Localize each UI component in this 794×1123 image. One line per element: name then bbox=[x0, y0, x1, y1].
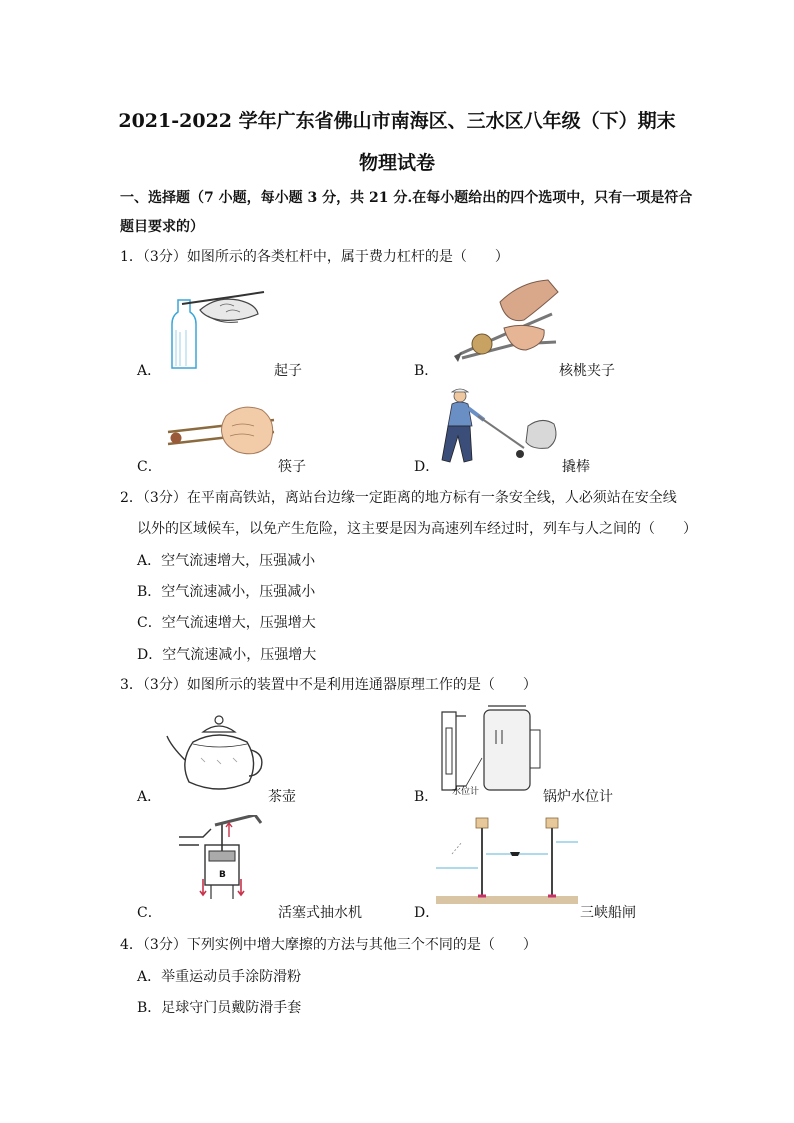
section-header-line1: 一、选择题（7 小题，每小题 3 分，共 21 分.在每小题给出的四个选项中，只有一项是符合 bbox=[120, 190, 693, 206]
ship-lock-icon bbox=[436, 812, 578, 904]
teapot-icon bbox=[165, 710, 267, 798]
nutcracker-icon bbox=[440, 272, 560, 368]
question-1-stem: 1．（3分）如图所示的各类杠杆中，属于费力杠杆的是（ ） bbox=[120, 249, 509, 265]
q1-option-a-letter: A． bbox=[137, 363, 162, 379]
q3-option-d-letter: D． bbox=[414, 905, 440, 921]
q1-option-b-letter: B． bbox=[414, 363, 439, 379]
bottle-opener-icon bbox=[160, 282, 270, 370]
q1-option-d-caption: 撬棒 bbox=[562, 459, 590, 475]
exam-title-line2: 物理试卷 bbox=[358, 152, 435, 174]
q3-option-d-caption: 三峡船闸 bbox=[580, 905, 636, 921]
q3-option-b-caption: 锅炉水位计 bbox=[543, 789, 613, 805]
boiler-gauge-label: 水位计 bbox=[452, 787, 480, 797]
section-header-line2: 题目要求的） bbox=[120, 219, 204, 235]
question-2-stem-line2: 以外的区域候车，以免产生危险，这主要是因为高速列车经过时，列车与人之间的（ ） bbox=[137, 521, 697, 537]
q4-option-b: B．足球守门员戴防滑手套 bbox=[137, 1000, 302, 1016]
piston-pump-icon bbox=[175, 815, 269, 901]
q1-option-d-letter: D． bbox=[414, 459, 440, 475]
q3-option-a-letter: A． bbox=[137, 789, 162, 805]
question-2-stem-line1: 2．（3分）在平南高铁站，离站台边缘一定距离的地方标有一条安全线，人必须站在安全线 bbox=[120, 490, 677, 506]
piston-pump-label: B bbox=[219, 870, 226, 880]
crowbar-worker-icon bbox=[438, 386, 562, 466]
q4-option-a: A．举重运动员手涂防滑粉 bbox=[137, 969, 302, 985]
question-3-stem: 3．（3分）如图所示的装置中不是利用连通器原理工作的是（ ） bbox=[120, 677, 537, 693]
question-4-stem: 4．（3分）下列实例中增大摩擦的方法与其他三个不同的是（ ） bbox=[120, 937, 537, 953]
q2-option-a: A．空气流速增大，压强减小 bbox=[137, 553, 316, 569]
q1-option-c-letter: C． bbox=[137, 459, 162, 475]
q3-option-c-letter: C． bbox=[137, 905, 162, 921]
q1-option-c-caption: 筷子 bbox=[278, 459, 306, 475]
q3-option-a-caption: 茶壶 bbox=[268, 789, 296, 805]
q1-option-a-caption: 起子 bbox=[274, 363, 302, 379]
q2-option-c: C．空气流速增大，压强增大 bbox=[137, 615, 316, 631]
q3-option-c-caption: 活塞式抽水机 bbox=[278, 905, 362, 921]
q1-option-b-caption: 核桃夹子 bbox=[559, 363, 615, 379]
q2-option-d: D．空气流速减小，压强增大 bbox=[137, 647, 317, 663]
q2-option-b: B．空气流速减小，压强减小 bbox=[137, 584, 316, 600]
chopsticks-icon bbox=[162, 402, 280, 460]
exam-title-line1: 2021-2022 学年广东省佛山市南海区、三水区八年级（下）期末 bbox=[118, 110, 676, 132]
boiler-gauge-icon bbox=[436, 702, 546, 800]
q3-option-b-letter: B． bbox=[414, 789, 439, 805]
